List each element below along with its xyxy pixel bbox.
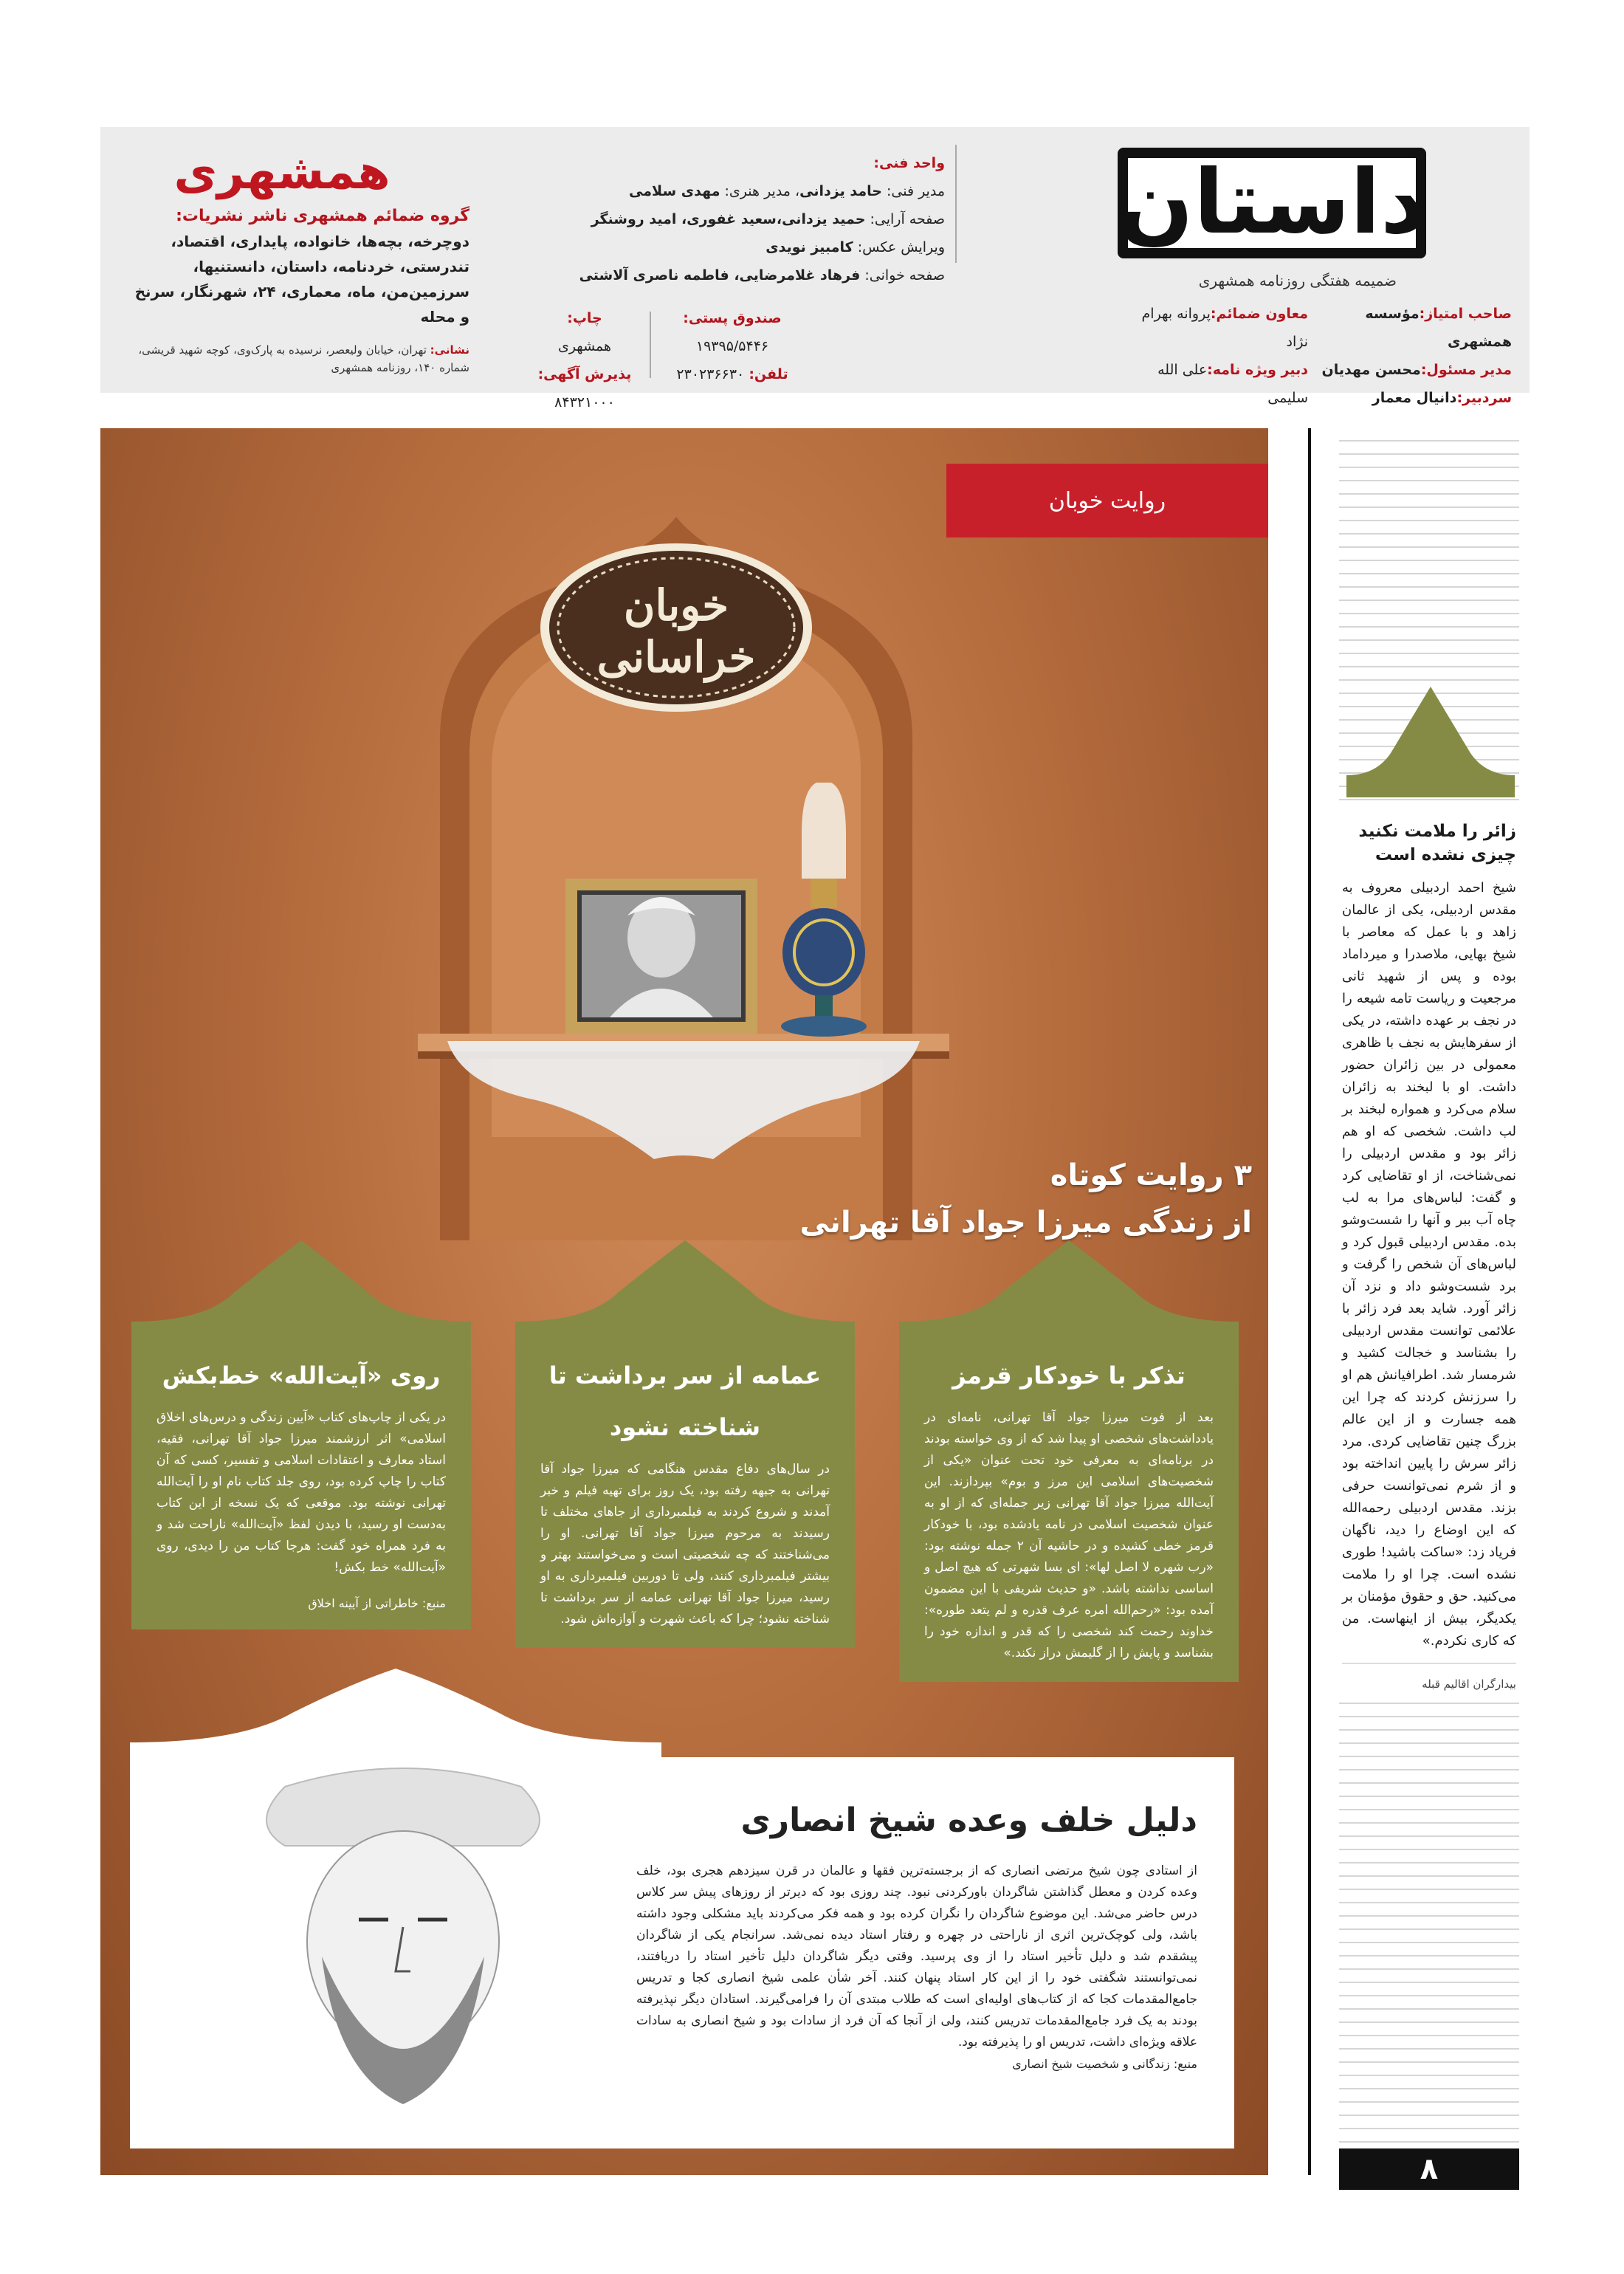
- sheikh-portrait: [174, 1757, 632, 2141]
- bottom-body: [636, 1861, 1197, 2075]
- tech-label: صفحه خوانی:: [864, 267, 945, 284]
- tech-value: حمید یزدانی،سعید غفوری، امید روشنگر: [591, 211, 866, 227]
- bottom-arch: [130, 1669, 661, 1759]
- story-title: روی «آیت‌الله» خط‌بکش: [162, 1361, 441, 1390]
- group-list: دوچرخه، بچه‌ها، خانواده، پایداری، اقتصاد، تندرستی، خردنامه، داستان، دانستنیها، سرزمین‌من، ماه، معماری، ۲۴، شهرنگار، سرنخ و محله: [134, 233, 469, 326]
- headline-line2: از زندگی میرزا جواد آقا تهرانی: [799, 1206, 1252, 1240]
- sidebar-arch: [1346, 687, 1515, 797]
- tech-label: ویرایش عکس:: [857, 239, 945, 255]
- logo-text: داستان: [1118, 151, 1426, 254]
- brand-text: همشهری: [173, 145, 390, 200]
- editor-value: دانیال معمار: [1372, 390, 1457, 406]
- special-editor-value: علی الله سلیمی: [1157, 362, 1308, 406]
- sidebar-body: شیخ احمد اردبیلی معروف به مقدس اردبیلی، یکی از عالمان زاهد و با عمل که معاصر با شیخ بهایی، ملاصدرا و میرداماد بوده و پس از شهید ثانی مرجعیت و ریاست تامه شیعه را در نجف بر عهده داشته، در یکی از سفرهایش به نجف با ظاهری معمولی در بین زائران حضور داشت. او با لبخند به زائران سلام می‌کرد و همواره لبخند بر لب داشت. شخصی که او هم زائر بود و مقدس اردبیلی را نمی‌شناخت، از او تقاضایی کرد و گفت: لباس‌های مرا به لب چاه آب ببر و آنها را شست‌وشو بده. مقدس اردبیلی قبول کرد و لباس‌های آن شخص را گرفت و برد شست‌وشو داد و نزد آن زائر آورد. شاید بعد فرد زائر با علائمی توانست مقدس اردبیلی را بشناسد و خجالت کشید و شرمسار شد. اطرافیانش هم او را سرزنش کردند که چرا این همه جسارت و از این عالم بزرگ چنین تقاضایی کردی. مرد زائر سرش را پایین انداخته بود و از شرم نمی‌توانست حرفی بزند. مقدس اردبیلی رحمه‌الله که این اوضاع را دید، ناگهان فریاد زد: «ساکت باشید! طوری نشده است. چرا او را ملامت می‌کنید. حق و حقوق مؤمنان بر یکدیگر، بیش از اینهاست. من که کاری نکردم.»: [1342, 880, 1516, 1649]
- tech-extra-value: مهدی سلامی: [629, 183, 720, 199]
- print-info: [526, 304, 644, 416]
- phone-label: تلفن:: [749, 366, 788, 382]
- page-number: ۸: [1339, 2148, 1519, 2190]
- bottom-title: دلیل خلف وعده شیخ انصاری: [740, 1801, 1197, 1839]
- section-tag: روایت خوبان: [946, 464, 1268, 537]
- headline: [720, 1152, 1252, 1246]
- column-rule: [1308, 428, 1311, 2175]
- header-divider: [650, 312, 651, 378]
- logo-subtitle: ضمیمه هفتگی روزنامه همشهری: [1198, 272, 1397, 289]
- address: [123, 341, 469, 377]
- print-value: همشهری: [557, 338, 612, 354]
- ads-value: ۸۴۳۲۱۰۰۰: [554, 394, 615, 411]
- story-arch: [899, 1240, 1239, 1338]
- story-title: تذکر با خودکار قرمز: [952, 1361, 1186, 1390]
- publisher-info: [1320, 300, 1512, 412]
- story-body: در سال‌های دفاع مقدس هنگامی که میرزا جواد آقا تهرانی به جبهه رفته بود، یک روز برای تهیه فیلم و خبر آمدند و شروع کردند به فیلمبرداری از جاهای مختلف تا رسیدند به مرحوم میرزا جواد آقا تهرانی. او را می‌شناختند که چه شخصیتی است و می‌خواستند بهتر و بیشتر فیلمبرداری کنند، ولی تا دوربین فیلمبرداری به او رسید، میرزا جواد آقا تهرانی عمامه از سر برداشت تا شناخته نشود؛ چرا که باعث شهرت و آوازه‌اش شود.: [540, 1462, 830, 1627]
- emblem: [536, 539, 816, 716]
- tech-label: مدیر فنی:: [886, 183, 945, 199]
- sidebar-title: [1342, 812, 1516, 867]
- group-info: [123, 204, 469, 329]
- phone-value: ۲۳۰۲۳۶۶۳۰: [676, 366, 745, 382]
- postbox-value: ۱۹۳۹۵/۵۴۴۶: [695, 338, 769, 354]
- manager-value: محسن مهدیان: [1321, 362, 1421, 378]
- story-body: بعد از فوت میرزا جواد آقا تهرانی، نامه‌ای در یادداشت‌های شخصی او پیدا شد که از وی خواسته بودند در برنامه‌ای به معرفی خود تحت عنوان «یکی از شخصیت‌های اسلامی این مرز و بوم» بپردازند. این آیت‌الله میرزا جواد آقا تهرانی زیر جمله‌ای که از او به عنوان شخصیت اسلامی در نامه یادشده بود، با خودکار قرمز خطی کشیده و در حاشیه آن ۲ جمله نوشته بود: «رب شهره لا اصل لها»: ای بسا شهرتی که هیچ اصل و اساسی نداشته باشد. «و حدیث شریفی با این مضمون آمده بود: «رحم‌الله امره عرف قدره و لم یتعد طوره»: خداوند رحمت کند شخصی را که قدر و اندازه خود را بشناسد و پایش را از گلیمش دراز نکند.»: [924, 1410, 1214, 1660]
- oil-lamp: [781, 783, 867, 1037]
- hamshahri-brand: [127, 142, 437, 204]
- deputy-value: پروانه بهرام نژاد: [1141, 306, 1308, 350]
- bottom-story: [130, 1757, 1234, 2148]
- feature-panel: [100, 428, 1268, 2175]
- special-editor-label: دبیر ویژه نامه:: [1207, 362, 1308, 378]
- postbox-label: صندوق پستی:: [683, 310, 782, 326]
- emblem-line1: خوبان: [623, 580, 729, 631]
- editor-label: سردبیر:: [1456, 390, 1512, 406]
- shelf-scene: [388, 716, 979, 1159]
- lace-doily: [447, 1041, 920, 1159]
- story-title: عمامه از سر برداشت تا شناخته نشود: [548, 1361, 822, 1441]
- story-card: [131, 1336, 471, 1629]
- address-text: تهران، خیابان ولیعصر، نرسیده به پارک‌وی، کوچه شهید قریشی، شماره ۱۴۰، روزنامه همشهری: [138, 343, 469, 374]
- story-arch: [131, 1240, 471, 1338]
- group-title: گروه ضمائم همشهری ناشر نشریات:: [176, 207, 469, 225]
- emblem-line2: خراسانی: [596, 632, 756, 682]
- publisher-label: صاحب امتیاز:: [1419, 306, 1512, 322]
- story-body: در یکی از چاپ‌های کتاب «آیین زندگی و درس‌های اخلاق اسلامی» اثر ارزشمند میرزا جواد آقا تهرانی، فقیه، استاد معارف و اعتقادات اسلامی و تفسیر، کسی که آن کتاب را چاپ کرده بود، روی جلد کتاب نام او را آیت‌الله تهرانی نوشته بود. موقعی که یک نسخه از این کتاب به‌دست او رسید، با دیدن لفظ «آیت‌الله» ناراحت شد و به فرد همراه خود گفت: هرجا کتاب من را دیدی، روی «آیت‌الله» خط بکش!: [156, 1410, 446, 1575]
- tech-extra-label: ، مدیر هنری:: [724, 183, 800, 199]
- headline-line1: ۳ روایت کوتاه: [1050, 1158, 1252, 1192]
- bottom-body-text: از استادی چون شیخ مرتضی انصاری که از برجسته‌ترین فقها و عالمان در قرن سیزدهم هجری بود، خلف وعده کردن و معطل گذاشتن شاگردان باورکردنی نبود. چند روزی بود که دیرتر از روزهای پیش سر کلاس درس حاضر می‌شد. این موضوع شاگردان را نگران کرده بود و همه فکر می‌کردند باید مشکلی وجود داشته باشد، ولی کوچک‌ترین اثری از ناراحتی در چهره و رفتار استاد دیده نمی‌شد. سرانجام یکی از شاگردان پیشقدم شد و دلیل تأخیر استاد را از وی پرسید. وقتی دیگر شاگردان دلیل تأخیر استاد را دریافتند، نمی‌توانستند شگفتی خود را از این کار استاد پنهان کنند. آخر شأن علمی شیخ انصاری کجا و تدریس جامع‌المقدمات کجا که از کتاب‌های اولیه‌ای است که طلاب مبتدی آن را فرامی‌گیرند. استادان دیگر نپذیرفته بودند به یک فرد جامع‌المقدمات تدریس کنند، ولی از آنجا که آن فرد از سادات بود و شیخ انصاری به سادات علاقه ویژه‌ای داشت، تدریس او را پذیرفته بود.: [636, 1863, 1197, 2050]
- tech-title: واحد فنی:: [873, 155, 945, 171]
- sidebar-story: [1339, 812, 1519, 1697]
- sidebar: [1339, 428, 1519, 2175]
- header-divider: [955, 145, 957, 263]
- story-arch: [515, 1240, 855, 1338]
- story-card: [899, 1336, 1239, 1682]
- tech-value: کامبیز نویدی: [765, 239, 853, 255]
- ads-label: پذیرش آگهی:: [537, 366, 632, 382]
- tech-value: فرهاد غلامرضایی، فاطمه ناصری آلاشتی: [579, 267, 861, 284]
- address-label: نشانی:: [430, 343, 469, 357]
- print-label: چاپ:: [567, 310, 602, 326]
- masthead: [100, 127, 1530, 411]
- tech-label: صفحه آرایی:: [870, 211, 945, 227]
- postbox-info: [658, 304, 806, 388]
- manager-label: مدیر مسئول:: [1420, 362, 1512, 378]
- story-source: منبع: خاطراتی از آیینه اخلاق: [308, 1596, 446, 1610]
- publisher-value: مؤسسه همشهری: [1365, 306, 1512, 350]
- tech-unit: [531, 149, 945, 289]
- sidebar-source: بیدارگران اقالیم قبله: [1342, 1663, 1516, 1697]
- deputy-info: [1131, 300, 1308, 412]
- sidebar-title-line1: زائر را ملامت نکنید: [1358, 822, 1516, 841]
- story-card: [515, 1336, 855, 1648]
- sidebar-title-line2: چیزی نشده است: [1374, 845, 1516, 865]
- deputy-label: معاون ضمائم:: [1210, 306, 1308, 322]
- bottom-source: منبع: زندگانی و شخصیت شیخ انصاری: [1012, 2057, 1197, 2071]
- logo: [1118, 148, 1426, 258]
- tech-value: حامد یزدانی: [799, 183, 882, 199]
